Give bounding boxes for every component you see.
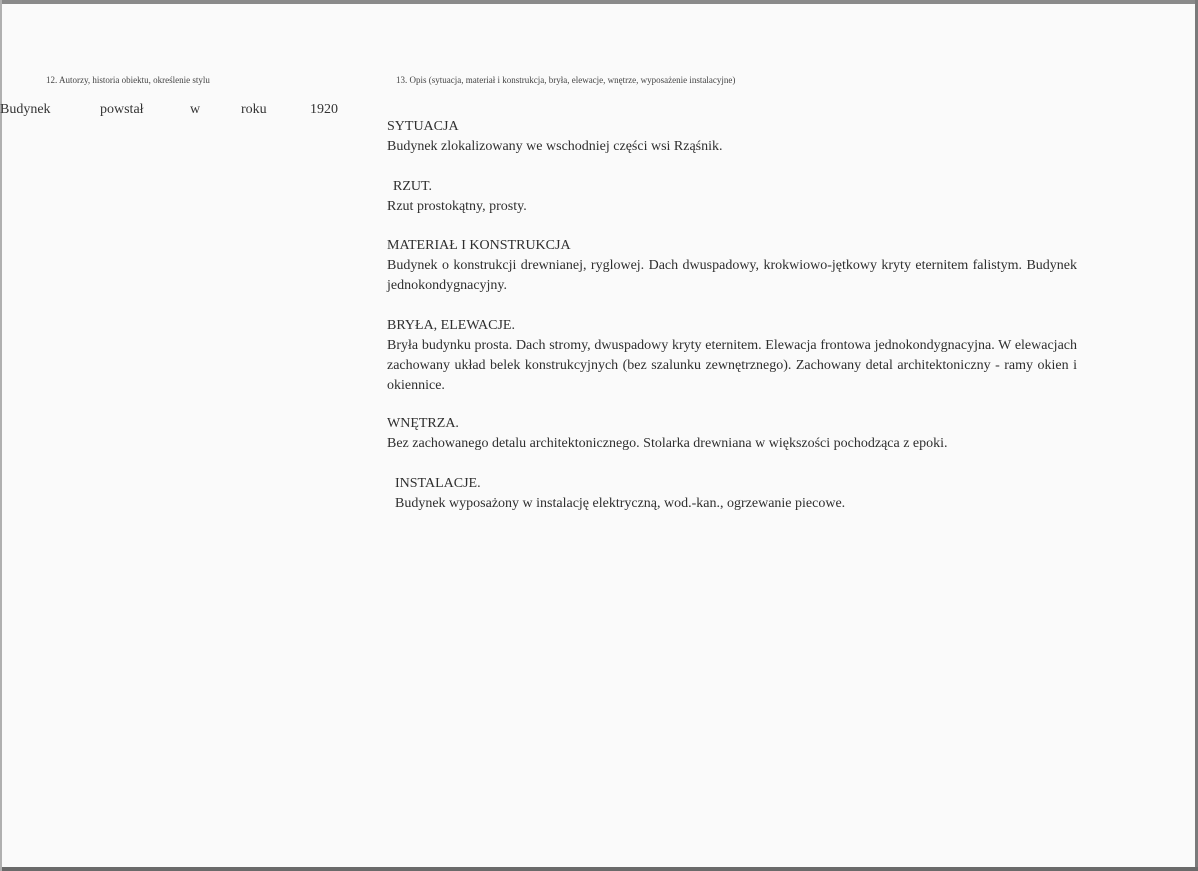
scan-border-bottom — [0, 867, 1198, 871]
section-title: BRYŁA, ELEWACJE. — [387, 318, 515, 333]
section-wnetrza — [387, 414, 1077, 454]
section-rzut — [387, 177, 1077, 217]
history-word: powstał — [100, 102, 144, 117]
scan-border-top — [0, 0, 1198, 4]
history-word: w — [190, 102, 201, 117]
history-word: roku — [241, 102, 267, 117]
section-body: Budynek zlokalizowany we wschodniej części wsi Rząśnik. — [387, 139, 723, 154]
section-bryla-elewacje — [387, 316, 1077, 396]
section-title: WNĘTRZA. — [387, 416, 459, 431]
section-material-konstrukcja — [387, 236, 1077, 296]
section-title: INSTALACJE. — [395, 476, 481, 491]
section-title: MATERIAŁ I KONSTRUKCJA — [387, 238, 571, 253]
history-text-line — [0, 102, 345, 122]
section-instalacje — [395, 474, 1077, 514]
section-body: Budynek o konstrukcji drewnianej, ryglowej. Dach dwuspadowy, krokwiowo-jętkowy kryty eternitem falistym. Budynek jednokondygnacyjny. — [387, 258, 1077, 293]
section-title: RZUT. — [393, 179, 433, 194]
section-body: Bryła budynku prosta. Dach stromy, dwuspadowy kryty eternitem. Elewacja frontowa jednokondygnacyjna. W elewacjach zachowany układ belek konstrukcyjnych (bez szalunku zewnętrznego). Zachowany detal architektoniczny - ramy okien i okiennice. — [387, 338, 1077, 393]
field-13-header: 13. Opis (sytuacja, materiał i konstrukcja, bryła, elewacje, wnętrze, wyposażenie instalacyjne) — [396, 75, 736, 85]
section-title: SYTUACJA — [387, 119, 459, 134]
section-body: Rzut prostokątny, prosty. — [387, 199, 527, 214]
section-body: Budynek wyposażony w instalację elektryczną, wod.-kan., ogrzewanie piecowe. — [395, 496, 846, 511]
field-12-header: 12. Autorzy, historia obiektu, określenie stylu — [46, 75, 210, 85]
history-year: 1920 — [310, 102, 338, 117]
section-body: Bez zachowanego detalu architektonicznego. Stolarka drewniana w większości pochodząca z epoki. — [387, 436, 948, 451]
section-sytuacja — [387, 117, 1077, 157]
history-word: Budynek — [0, 102, 51, 117]
scan-border-left — [0, 0, 2, 871]
